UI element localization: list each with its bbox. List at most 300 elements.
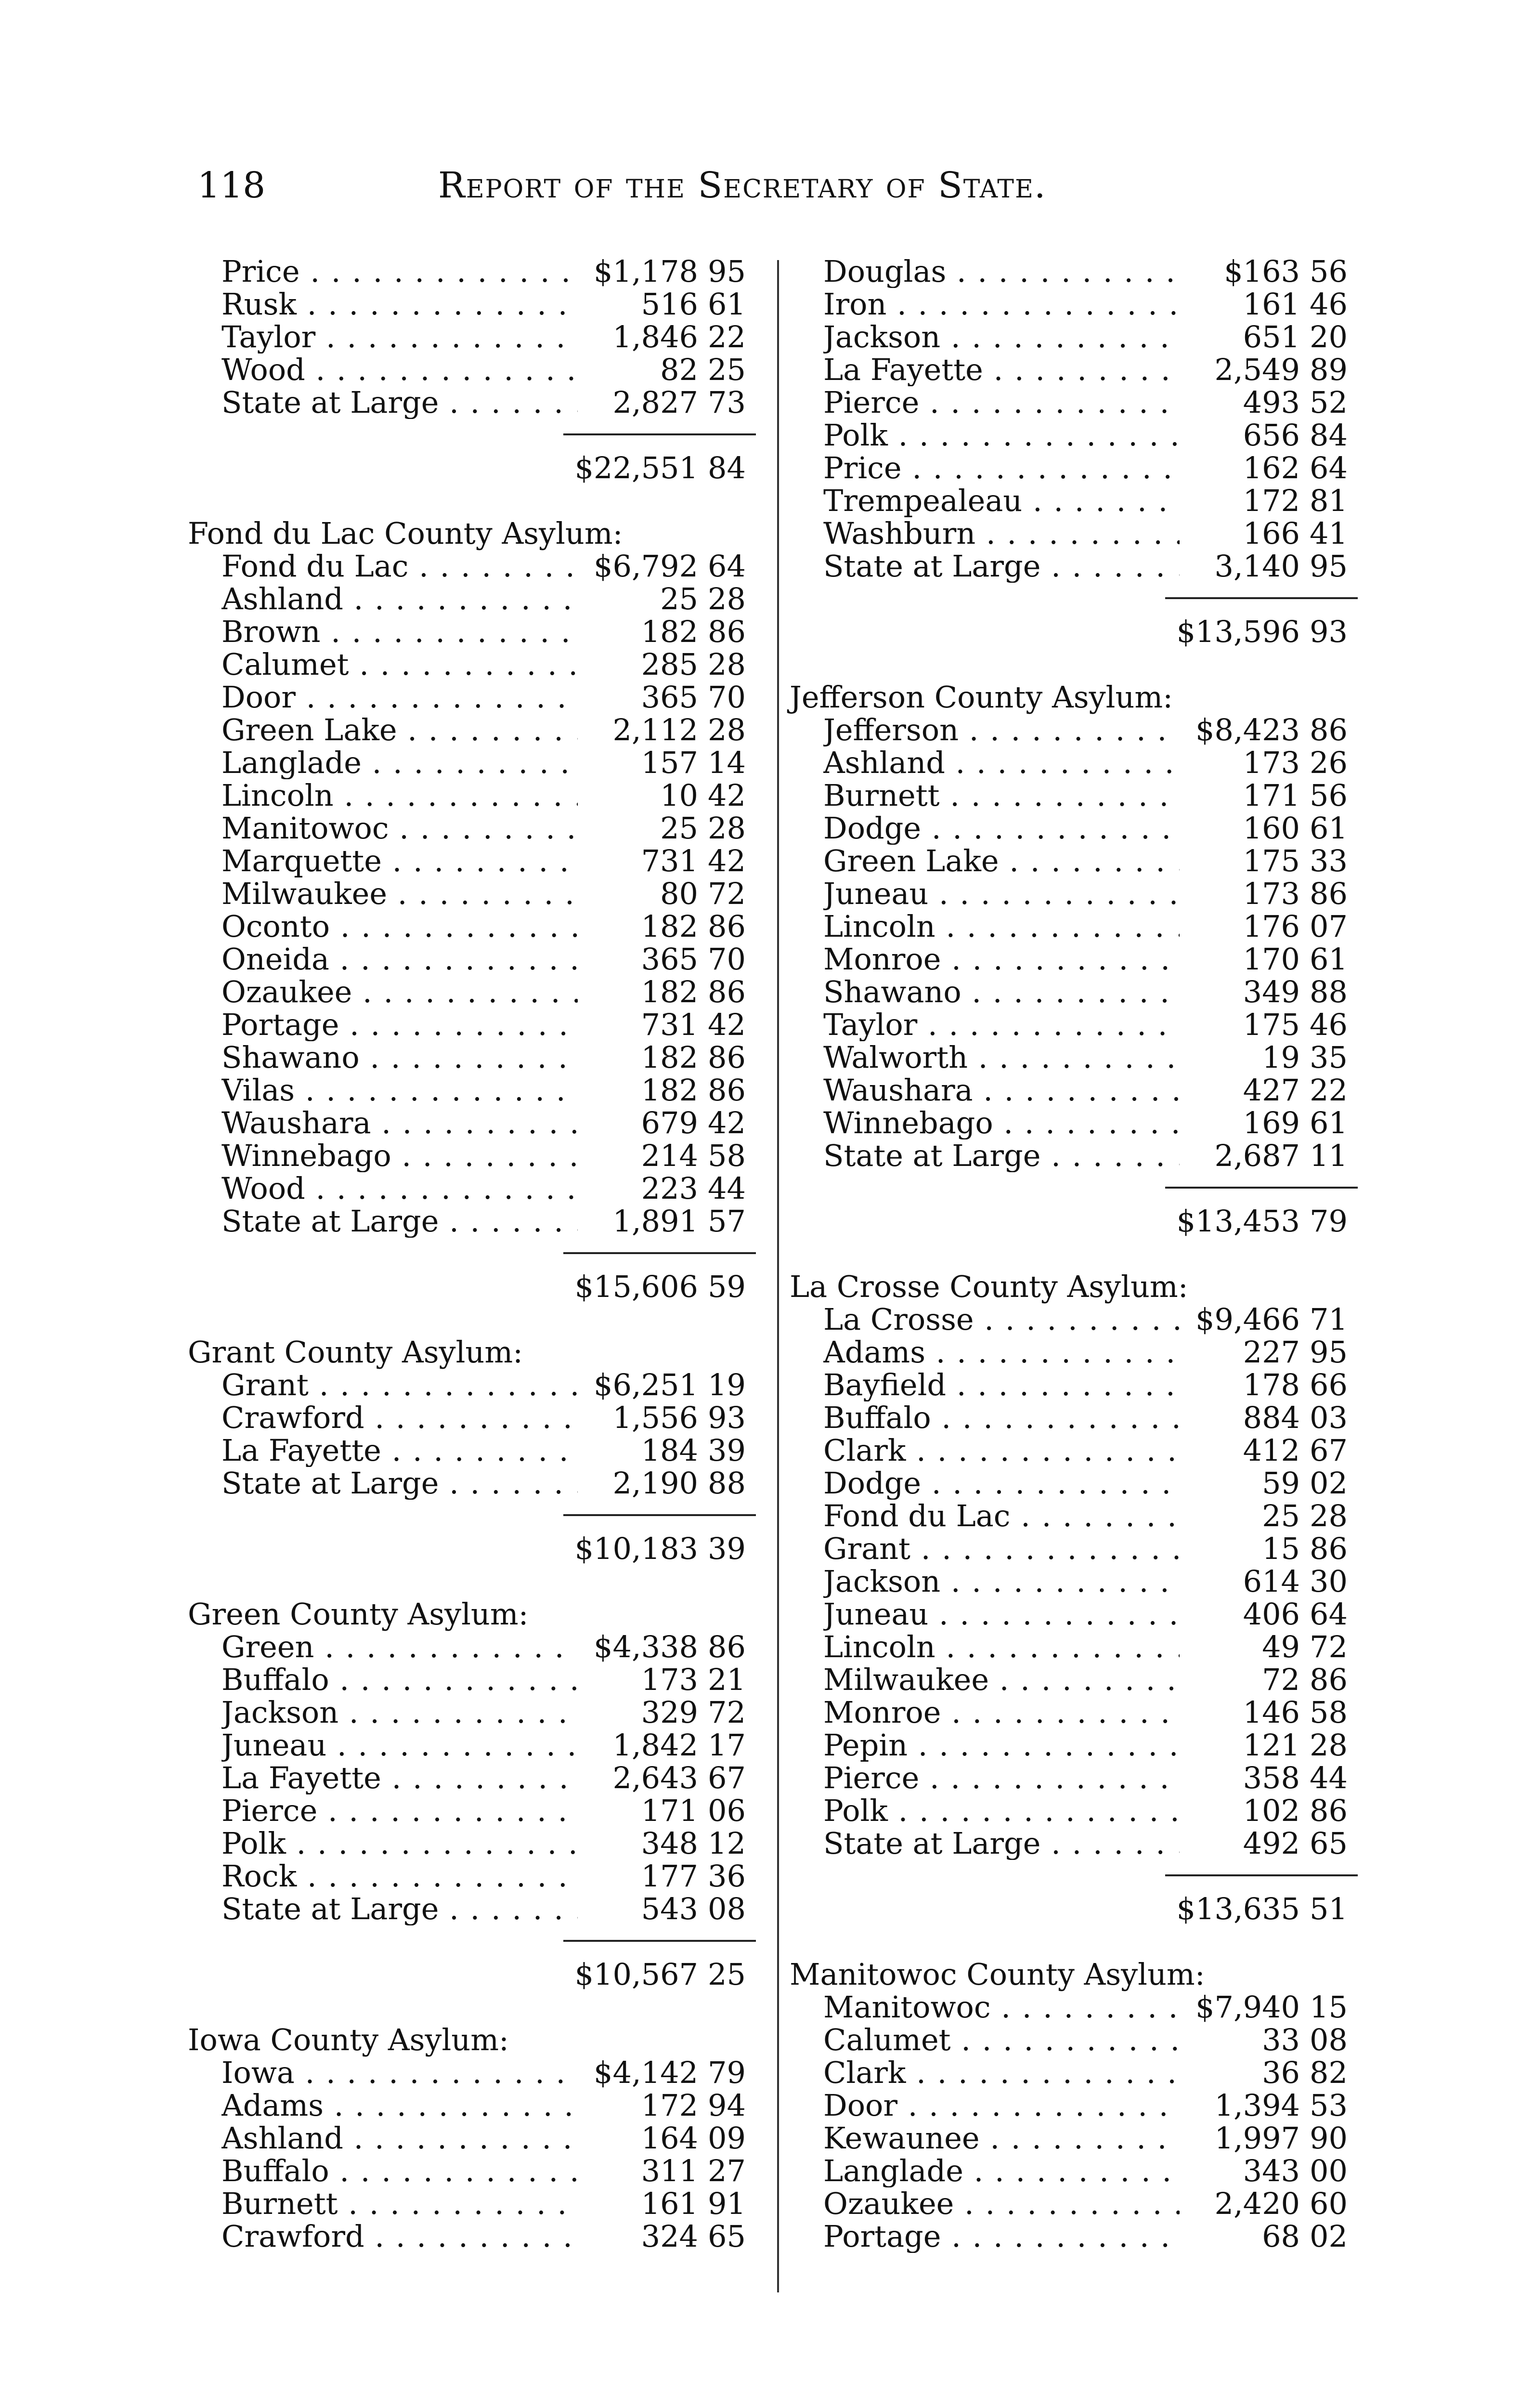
- amount-cents: 35: [1310, 1041, 1348, 1074]
- total-cents: 39: [708, 1531, 746, 1566]
- county-name: State at Large . . .: [221, 1205, 578, 1238]
- amount-cents: 42: [708, 1107, 746, 1139]
- county-row: [790, 550, 1367, 583]
- amount-cents: 88: [708, 1467, 746, 1500]
- amount-cents: 61: [1310, 812, 1348, 845]
- block-spacer: [188, 484, 766, 517]
- county-row: [188, 1893, 766, 1925]
- total-rule: [188, 1925, 766, 1958]
- amount-cents: 60: [1310, 2187, 1348, 2220]
- amount-dollars: 33: [1262, 2024, 1300, 2056]
- county-name: Langlade . . .: [221, 746, 578, 779]
- county-name: Pierce . . .: [823, 1762, 1180, 1794]
- total-cents: 93: [1310, 614, 1348, 649]
- amount-dollars: 311: [641, 2155, 698, 2187]
- county-row: [188, 1827, 766, 1860]
- amount-dollars: 427: [1243, 1074, 1300, 1107]
- amount-dollars: 171: [1243, 779, 1300, 812]
- county-name: Waushara . . .: [221, 1107, 578, 1139]
- amount-dollars: 358: [1243, 1762, 1300, 1794]
- amount-cents: 65: [1310, 1827, 1348, 1860]
- county-name: Wood . . .: [221, 1172, 578, 1205]
- amount-cents: 39: [708, 1434, 746, 1467]
- amount-cents: 86: [708, 615, 746, 648]
- total-rule: [188, 1238, 766, 1270]
- amount-dollars: 49: [1262, 1631, 1300, 1663]
- county-row: [188, 353, 766, 386]
- county-name: Bayfield . . .: [823, 1369, 1180, 1401]
- county-row: [188, 1172, 766, 1205]
- amount-dollars: 162: [1243, 452, 1300, 484]
- county-name: Calumet . . .: [823, 2024, 1180, 2056]
- county-row: [790, 1663, 1367, 1696]
- county-name: Green Lake . . .: [823, 845, 1180, 877]
- amount-cents: 33: [1310, 845, 1348, 877]
- amount-cents: 86: [708, 1041, 746, 1074]
- amount-dollars: 10: [660, 779, 698, 812]
- amount-cents: 21: [708, 1663, 746, 1696]
- county-row: [188, 1696, 766, 1729]
- block-spacer: [188, 1991, 766, 2024]
- amount-dollars: 161: [1243, 288, 1300, 321]
- county-name: Juneau . . .: [221, 1729, 578, 1762]
- amount-dollars: 2,643: [612, 1762, 698, 1794]
- county-name: Ashland . . .: [221, 583, 578, 615]
- county-name: Crawford . . .: [221, 2220, 578, 2253]
- county-row: [188, 910, 766, 943]
- amount-cents: 66: [1310, 1369, 1348, 1401]
- amount-cents: 02: [1310, 2220, 1348, 2253]
- asylum-heading: Fond du Lac County Asylum:: [188, 516, 623, 551]
- amount-cents: 20: [1310, 321, 1348, 353]
- county-row: [188, 2220, 766, 2253]
- amount-cents: 72: [708, 877, 746, 910]
- county-name: State at Large . . .: [823, 1139, 1180, 1172]
- amount-cents: 46: [1310, 1008, 1348, 1041]
- amount-dollars: 173: [1243, 877, 1300, 910]
- amount-dollars: 365: [641, 681, 698, 714]
- total-row: [188, 1532, 766, 1565]
- amount-cents: 08: [708, 1893, 746, 1925]
- county-name: Green . . .: [221, 1631, 578, 1663]
- amount-cents: 65: [708, 2220, 746, 2253]
- block-spacer: [790, 648, 1367, 681]
- county-name: Fond du Lac . . .: [823, 1500, 1180, 1532]
- county-row: [790, 1500, 1367, 1532]
- amount-dollars: 343: [1243, 2155, 1300, 2187]
- county-row: [790, 1631, 1367, 1663]
- asylum-block: [790, 1925, 1367, 2253]
- county-name: Price . . .: [823, 452, 1180, 484]
- county-name: Ashland . . .: [823, 746, 1180, 779]
- amount-cents: 86: [1310, 877, 1348, 910]
- county-row: [188, 943, 766, 976]
- county-row: [188, 550, 766, 583]
- amount-cents: 71: [1310, 1303, 1348, 1336]
- total-row: [790, 1893, 1367, 1925]
- amount-dollars: 182: [641, 976, 698, 1008]
- amount-cents: 91: [708, 2187, 746, 2220]
- amount-cents: 22: [1310, 1074, 1348, 1107]
- asylum-heading: Jefferson County Asylum:: [790, 680, 1173, 715]
- amount-dollars: 175: [1243, 845, 1300, 877]
- block-spacer: [790, 1925, 1367, 1958]
- asylum-heading: Green County Asylum:: [188, 1597, 529, 1632]
- county-row: [790, 255, 1367, 288]
- county-name: Oconto . . .: [221, 910, 578, 943]
- amount-dollars: $163: [1224, 255, 1300, 288]
- county-name: Grant . . .: [221, 1369, 578, 1401]
- amount-cents: 93: [708, 1401, 746, 1434]
- county-name: Fond du Lac . . .: [221, 550, 578, 583]
- county-name: State at Large . . .: [221, 386, 578, 419]
- amount-dollars: 412: [1243, 1434, 1300, 1467]
- amount-cents: 19: [708, 1369, 746, 1401]
- amount-cents: 42: [708, 845, 746, 877]
- county-row: [188, 1467, 766, 1500]
- amount-dollars: 614: [1243, 1565, 1300, 1598]
- amount-dollars: 164: [641, 2122, 698, 2155]
- amount-cents: 11: [1310, 1139, 1348, 1172]
- amount-dollars: 25: [660, 812, 698, 845]
- amount-cents: 52: [1310, 386, 1348, 419]
- county-name: Oneida . . .: [221, 943, 578, 976]
- amount-dollars: 166: [1243, 517, 1300, 550]
- county-row: [790, 353, 1367, 386]
- amount-cents: 86: [708, 1631, 746, 1663]
- county-row: [790, 1467, 1367, 1500]
- total-dollars: $22,551: [574, 450, 698, 485]
- county-name: State at Large . . .: [221, 1893, 578, 1925]
- total-row: [790, 1205, 1367, 1238]
- county-name: Marquette . . .: [221, 845, 578, 877]
- county-row: [790, 1401, 1367, 1434]
- amount-cents: 42: [708, 1008, 746, 1041]
- total-dollars: $13,596: [1176, 614, 1300, 649]
- county-name: Door . . .: [823, 2089, 1180, 2122]
- county-row: [188, 386, 766, 419]
- amount-dollars: 214: [641, 1139, 698, 1172]
- amount-cents: 00: [1310, 2155, 1348, 2187]
- county-name: Taylor . . .: [221, 321, 578, 353]
- county-row: [188, 321, 766, 353]
- amount-cents: 25: [708, 353, 746, 386]
- county-row: [188, 288, 766, 321]
- amount-cents: 28: [708, 812, 746, 845]
- amount-cents: 95: [708, 255, 746, 288]
- amount-cents: 64: [1310, 452, 1348, 484]
- total-dollars: $13,635: [1176, 1891, 1300, 1926]
- amount-cents: 58: [1310, 1696, 1348, 1729]
- amount-cents: 41: [1310, 517, 1348, 550]
- amount-cents: 28: [708, 583, 746, 615]
- amount-cents: 86: [1310, 1532, 1348, 1565]
- county-row: [790, 812, 1367, 845]
- amount-cents: 86: [1310, 1794, 1348, 1827]
- amount-cents: 09: [708, 2122, 746, 2155]
- county-row: [790, 1762, 1367, 1794]
- amount-dollars: 184: [641, 1434, 698, 1467]
- county-row: [790, 2056, 1367, 2089]
- county-name: Langlade . . .: [823, 2155, 1180, 2187]
- county-name: Polk . . .: [823, 1794, 1180, 1827]
- page-number: 118: [197, 165, 266, 206]
- amount-cents: 89: [1310, 353, 1348, 386]
- amount-dollars: 348: [641, 1827, 698, 1860]
- amount-dollars: 169: [1243, 1107, 1300, 1139]
- county-row: [790, 1369, 1367, 1401]
- county-row: [790, 484, 1367, 517]
- amount-dollars: 1,997: [1214, 2122, 1300, 2155]
- total-dollars: $10,567: [574, 1957, 698, 1992]
- county-row: [790, 2187, 1367, 2220]
- amount-cents: 15: [1310, 1991, 1348, 2024]
- county-row: [790, 1991, 1367, 2024]
- amount-dollars: 2,420: [1214, 2187, 1300, 2220]
- county-name: State at Large . . .: [823, 550, 1180, 583]
- amount-cents: 12: [708, 1827, 746, 1860]
- county-name: Douglas . . .: [823, 255, 1180, 288]
- amount-dollars: $4,142: [594, 2056, 698, 2089]
- county-row: [188, 779, 766, 812]
- county-row: [188, 1663, 766, 1696]
- county-row: [790, 877, 1367, 910]
- amount-dollars: 146: [1243, 1696, 1300, 1729]
- amount-cents: 86: [708, 976, 746, 1008]
- county-name: Monroe . . .: [823, 1696, 1180, 1729]
- amount-dollars: 365: [641, 943, 698, 976]
- county-row: [790, 2024, 1367, 2056]
- total-row: [188, 1958, 766, 1991]
- asylum-heading: La Crosse County Asylum:: [790, 1269, 1188, 1304]
- amount-cents: 28: [1310, 1500, 1348, 1532]
- amount-cents: 57: [708, 1205, 746, 1238]
- county-name: Portage . . .: [823, 2220, 1180, 2253]
- amount-dollars: 59: [1262, 1467, 1300, 1500]
- county-name: Pierce . . .: [823, 386, 1180, 419]
- amount-dollars: 182: [641, 1041, 698, 1074]
- amount-cents: 70: [708, 681, 746, 714]
- total-rule: [790, 1860, 1367, 1893]
- amount-dollars: 161: [641, 2187, 698, 2220]
- county-row: [790, 2122, 1367, 2155]
- county-name: State at Large . . .: [221, 1467, 578, 1500]
- county-row: [188, 1434, 766, 1467]
- total-rule: [790, 583, 1367, 615]
- amount-dollars: $1,178: [594, 255, 698, 288]
- county-name: Adams . . .: [221, 2089, 578, 2122]
- amount-dollars: 349: [1243, 976, 1300, 1008]
- county-name: Lincoln . . .: [823, 1631, 1180, 1663]
- county-name: Washburn . . .: [823, 517, 1180, 550]
- page-header: [197, 159, 1353, 212]
- county-row: [790, 1598, 1367, 1631]
- amount-dollars: $6,251: [594, 1369, 698, 1401]
- amount-dollars: 731: [641, 1008, 698, 1041]
- county-name: Kewaunee . . .: [823, 2122, 1180, 2155]
- amount-dollars: 36: [1262, 2056, 1300, 2089]
- asylum-block: [188, 1565, 766, 1991]
- amount-dollars: 651: [1243, 321, 1300, 353]
- county-name: Taylor . . .: [823, 1008, 1180, 1041]
- county-name: Manitowoc . . .: [823, 1991, 1180, 2024]
- county-name: La Crosse . . .: [823, 1303, 1180, 1336]
- county-name: Iron . . .: [823, 288, 1180, 321]
- amount-cents: 26: [1310, 746, 1348, 779]
- county-name: Lincoln . . .: [823, 910, 1180, 943]
- county-name: Monroe . . .: [823, 943, 1180, 976]
- amount-dollars: 82: [660, 353, 698, 386]
- county-name: Rock . . .: [221, 1860, 578, 1893]
- amount-cents: 28: [1310, 1729, 1348, 1762]
- asylum-heading: Grant County Asylum:: [188, 1335, 523, 1370]
- total-rule: [188, 1500, 766, 1532]
- amount-cents: 44: [708, 1172, 746, 1205]
- block-spacer: [790, 1238, 1367, 1270]
- amount-dollars: 884: [1243, 1401, 1300, 1434]
- amount-cents: 61: [1310, 943, 1348, 976]
- running-title: Report of the Secretary of State.: [438, 165, 1047, 206]
- amount-cents: 08: [1310, 2024, 1348, 2056]
- county-name: Shawano . . .: [221, 1041, 578, 1074]
- county-name: Ashland . . .: [221, 2122, 578, 2155]
- amount-cents: 61: [1310, 1107, 1348, 1139]
- amount-dollars: 175: [1243, 1008, 1300, 1041]
- asylum-heading: Manitowoc County Asylum:: [790, 1957, 1205, 1992]
- amount-cents: 95: [1310, 1336, 1348, 1369]
- amount-dollars: $4,338: [594, 1631, 698, 1663]
- amount-cents: 72: [708, 1696, 746, 1729]
- county-name: Door . . .: [221, 681, 578, 714]
- amount-cents: 88: [1310, 976, 1348, 1008]
- county-row: [188, 583, 766, 615]
- amount-cents: 70: [708, 943, 746, 976]
- amount-cents: 14: [708, 746, 746, 779]
- county-row: [188, 2187, 766, 2220]
- amount-cents: 64: [1310, 1598, 1348, 1631]
- amount-dollars: 2,549: [1214, 353, 1300, 386]
- county-row: [188, 1139, 766, 1172]
- county-name: Walworth . . .: [823, 1041, 1180, 1074]
- county-name: Price . . .: [221, 255, 578, 288]
- county-name: La Fayette . . .: [823, 353, 1180, 386]
- amount-dollars: 2,112: [612, 714, 698, 746]
- amount-dollars: 160: [1243, 812, 1300, 845]
- county-row: [790, 845, 1367, 877]
- amount-dollars: 2,827: [612, 386, 698, 419]
- amount-dollars: 1,394: [1214, 2089, 1300, 2122]
- amount-cents: 90: [1310, 2122, 1348, 2155]
- amount-cents: 28: [708, 714, 746, 746]
- amount-dollars: 324: [641, 2220, 698, 2253]
- amount-dollars: 492: [1243, 1827, 1300, 1860]
- amount-cents: 36: [708, 1860, 746, 1893]
- county-row: [790, 419, 1367, 452]
- right-column: [790, 255, 1367, 2316]
- county-name: Pepin . . .: [823, 1729, 1180, 1762]
- county-row: [790, 517, 1367, 550]
- county-name: Burnett . . .: [823, 779, 1180, 812]
- county-name: Polk . . .: [823, 419, 1180, 452]
- county-row: [790, 1041, 1367, 1074]
- county-row: [790, 288, 1367, 321]
- asylum-heading: Iowa County Asylum:: [188, 2022, 509, 2057]
- county-row: [790, 714, 1367, 746]
- amount-cents: 30: [1310, 1565, 1348, 1598]
- county-row: [188, 877, 766, 910]
- county-row: [188, 1107, 766, 1139]
- asylum-block: [188, 484, 766, 1303]
- county-row: [790, 1139, 1367, 1172]
- amount-cents: 81: [1310, 484, 1348, 517]
- total-dollars: $13,453: [1176, 1204, 1300, 1239]
- county-name: Buffalo . . .: [823, 1401, 1180, 1434]
- amount-dollars: 329: [641, 1696, 698, 1729]
- amount-cents: 22: [708, 321, 746, 353]
- amount-dollars: 1,842: [612, 1729, 698, 1762]
- amount-dollars: 227: [1243, 1336, 1300, 1369]
- county-row: [790, 321, 1367, 353]
- amount-dollars: 182: [641, 910, 698, 943]
- county-row: [188, 1369, 766, 1401]
- county-name: Buffalo . . .: [221, 2155, 578, 2187]
- county-name: Pierce . . .: [221, 1794, 578, 1827]
- amount-dollars: 182: [641, 1074, 698, 1107]
- county-name: Waushara . . .: [823, 1074, 1180, 1107]
- amount-cents: 67: [1310, 1434, 1348, 1467]
- county-name: Clark . . .: [823, 2056, 1180, 2089]
- asylum-block: [790, 1238, 1367, 1925]
- county-row: [188, 2089, 766, 2122]
- county-name: Iowa . . .: [221, 2056, 578, 2089]
- county-name: Juneau . . .: [823, 877, 1180, 910]
- amount-cents: 58: [708, 1139, 746, 1172]
- county-name: Burnett . . .: [221, 2187, 578, 2220]
- county-name: La Fayette . . .: [221, 1434, 578, 1467]
- total-rule: [188, 419, 766, 452]
- amount-dollars: 731: [641, 845, 698, 877]
- amount-dollars: 173: [641, 1663, 698, 1696]
- county-name: Adams . . .: [823, 1336, 1180, 1369]
- asylum-block: [790, 648, 1367, 1238]
- county-row: [188, 845, 766, 877]
- amount-cents: 79: [708, 2056, 746, 2089]
- amount-dollars: 68: [1262, 2220, 1300, 2253]
- asylum-block: [790, 255, 1367, 648]
- amount-dollars: 177: [641, 1860, 698, 1893]
- amount-dollars: 172: [641, 2089, 698, 2122]
- amount-cents: 02: [1310, 1467, 1348, 1500]
- total-row: [188, 452, 766, 484]
- amount-cents: 64: [708, 550, 746, 583]
- county-row: [790, 2089, 1367, 2122]
- amount-cents: 17: [708, 1729, 746, 1762]
- block-spacer: [188, 1303, 766, 1336]
- amount-cents: 86: [708, 910, 746, 943]
- county-name: Milwaukee . . .: [823, 1663, 1180, 1696]
- amount-dollars: 72: [1262, 1663, 1300, 1696]
- amount-cents: 72: [1310, 1631, 1348, 1663]
- county-row: [188, 1762, 766, 1794]
- county-row: [188, 1205, 766, 1238]
- amount-cents: 73: [708, 386, 746, 419]
- county-row: [188, 1041, 766, 1074]
- county-name: Winnebago . . .: [221, 1139, 578, 1172]
- amount-dollars: 406: [1243, 1598, 1300, 1631]
- county-name: Jefferson . . .: [823, 714, 1180, 746]
- amount-cents: 03: [1310, 1401, 1348, 1434]
- amount-dollars: 182: [641, 615, 698, 648]
